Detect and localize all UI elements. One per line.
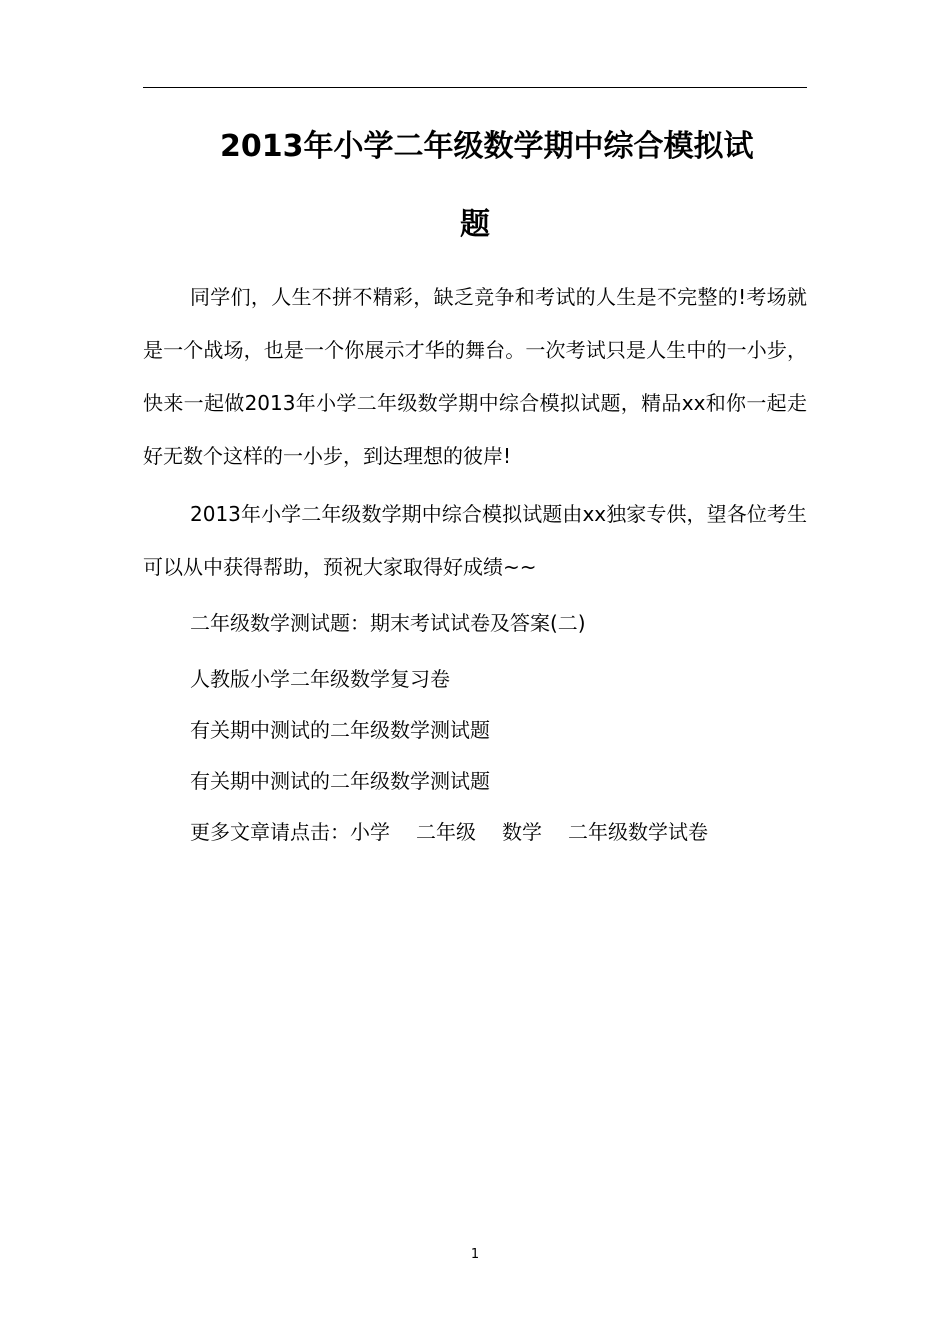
- more-link-math[interactable]: 数学: [502, 820, 542, 844]
- intro-paragraph: 同学们，人生不拼不精彩，缺乏竞争和考试的人生是不完整的!考场就是一个战场，也是一个你展示才华的舞台。一次考试只是人生中的一小步，快来一起做2013年小学二年级数学期中综合模拟试题，精品xx和你一起走好无数个这样的一小步，到达理想的彼岸!: [143, 285, 807, 468]
- more-articles-row: [190, 817, 708, 847]
- document-title-line-2: 题: [460, 207, 490, 242]
- page-number: 1: [470, 1247, 480, 1262]
- header-rule: [143, 87, 807, 88]
- source-paragraph: 2013年小学二年级数学期中综合模拟试题由xx独家专供，望各位考生可以从中获得帮助，预祝大家取得好成绩~~: [143, 502, 807, 579]
- more-link-second-grade[interactable]: 二年级: [416, 820, 476, 844]
- related-link-review-paper[interactable]: 人教版小学二年级数学复习卷: [190, 667, 450, 691]
- more-link-grade-two-math-papers[interactable]: 二年级数学试卷: [568, 820, 708, 844]
- related-link-exam-answers[interactable]: 二年级数学测试题：期末考试试卷及答案(二): [190, 611, 586, 635]
- more-articles-label: 更多文章请点击：: [190, 820, 350, 844]
- document-title-line-1: 2013年小学二年级数学期中综合模拟试: [220, 129, 754, 164]
- related-link-midterm-test-1[interactable]: 有关期中测试的二年级数学测试题: [190, 718, 490, 742]
- more-link-primary-school[interactable]: 小学: [350, 820, 390, 844]
- related-link-midterm-test-2[interactable]: 有关期中测试的二年级数学测试题: [190, 769, 490, 793]
